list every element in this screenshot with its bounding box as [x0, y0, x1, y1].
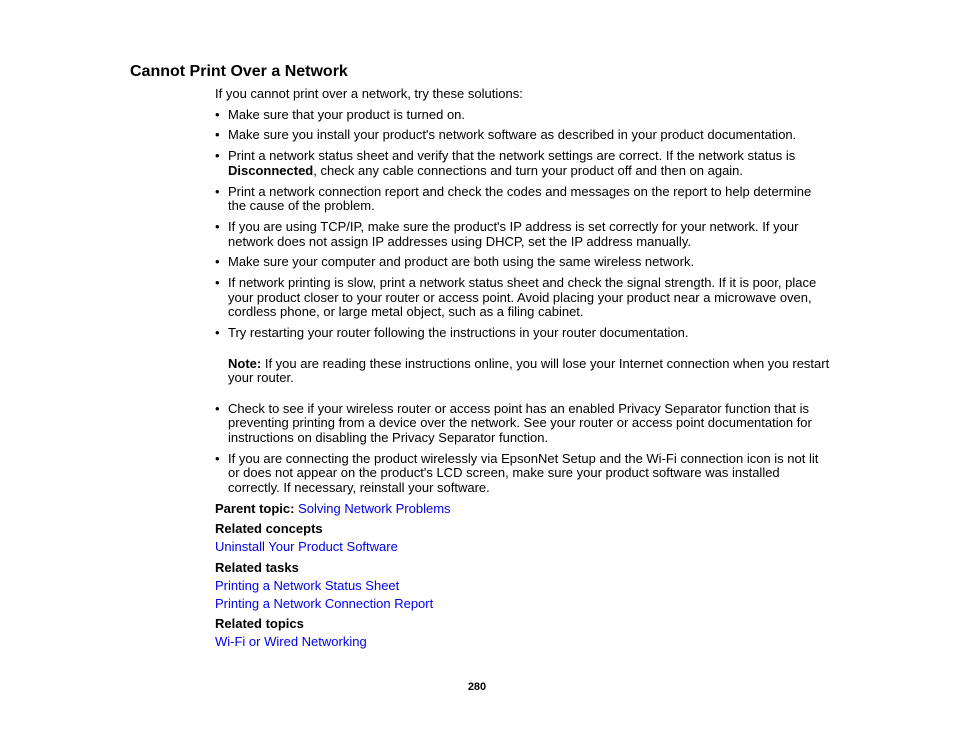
related-concepts-links [215, 540, 830, 555]
note-block [228, 357, 830, 386]
solution-text: Print a network status sheet and verify that the network settings are correct. If the network status is [228, 148, 796, 164]
related-tasks-links [215, 579, 830, 612]
page-title: Cannot Print Over a Network [130, 63, 348, 80]
bullet-icon: • [215, 275, 220, 291]
list-item [215, 276, 830, 320]
list-item [215, 185, 830, 214]
bullet-icon: • [215, 400, 220, 416]
bullet-icon: • [215, 218, 220, 234]
main-content [215, 87, 830, 656]
disconnected-status: Disconnected [228, 162, 314, 178]
list-item [215, 402, 830, 446]
list-item [215, 220, 830, 249]
solution-text: Make sure that your product is turned on. [228, 106, 466, 122]
solution-text: Make sure you install your product's network software as described in your product documentation. [228, 127, 797, 143]
parent-topic-link[interactable]: Solving Network Problems [298, 500, 451, 516]
note-label: Note: [228, 355, 262, 371]
solution-text: If network printing is slow, print a network status sheet and check the signal strength. If it is poor, place your product closer to your router or access point. Avoid placing your product near a microwave oven, cordless phone, or large metal object, such as a filing cabinet. [228, 275, 817, 320]
solution-text: If you are using TCP/IP, make sure the product's IP address is set correctly for your network. If your network does not assign IP addresses using DHCP, set the IP address manually. [228, 218, 799, 249]
bullet-icon: • [215, 254, 220, 270]
list-item [215, 255, 830, 270]
bullet-icon: • [215, 183, 220, 199]
related-topics-heading: Related topics [215, 616, 304, 632]
list-item [215, 128, 830, 143]
related-task-link[interactable]: Printing a Network Status Sheet [215, 577, 400, 593]
solution-text: , check any cable connections and turn your product off and then on again. [313, 162, 744, 178]
related-task-link[interactable]: Printing a Network Connection Report [215, 595, 434, 611]
solution-text: Try restarting your router following the instructions in your router documentation. [228, 325, 689, 341]
related-tasks-heading: Related tasks [215, 559, 299, 575]
solutions-list [215, 108, 830, 496]
list-item [215, 149, 830, 178]
related-topics-links [215, 635, 830, 650]
list-item [215, 452, 830, 496]
bullet-icon: • [215, 325, 220, 341]
intro-text: If you cannot print over a network, try these solutions: [215, 86, 523, 101]
parent-topic-label: Parent topic: [215, 500, 295, 516]
list-item [215, 326, 830, 386]
bullet-icon: • [215, 148, 220, 164]
related-concepts-heading: Related concepts [215, 521, 323, 537]
bullet-icon: • [215, 127, 220, 143]
note-text: If you are reading these instructions online, you will lose your Internet connection when you restart your router. [228, 355, 830, 386]
parent-topic [215, 502, 830, 517]
solution-text: Print a network connection report and check the codes and messages on the report to help determine the cause of the problem. [228, 183, 812, 214]
bullet-icon: • [215, 106, 220, 122]
bullet-icon: • [215, 450, 220, 466]
solution-text: Check to see if your wireless router or access point has an enabled Privacy Separator function that is preventing printing from a device over the network. See your router or access point documentation for instructions on disabling the Privacy Separator function. [228, 400, 812, 445]
solution-text: Make sure your computer and product are both using the same wireless network. [228, 254, 695, 270]
related-concept-link[interactable]: Uninstall Your Product Software [215, 539, 398, 555]
solution-text: If you are connecting the product wirelessly via EpsonNet Setup and the Wi-Fi connection icon is not lit or does not appear on the product's LCD screen, make sure your product software was installed correctly. If necessary, reinstall your software. [228, 450, 819, 495]
related-topic-link[interactable]: Wi-Fi or Wired Networking [215, 634, 367, 650]
page-number: 280 [467, 681, 487, 693]
list-item [215, 108, 830, 123]
